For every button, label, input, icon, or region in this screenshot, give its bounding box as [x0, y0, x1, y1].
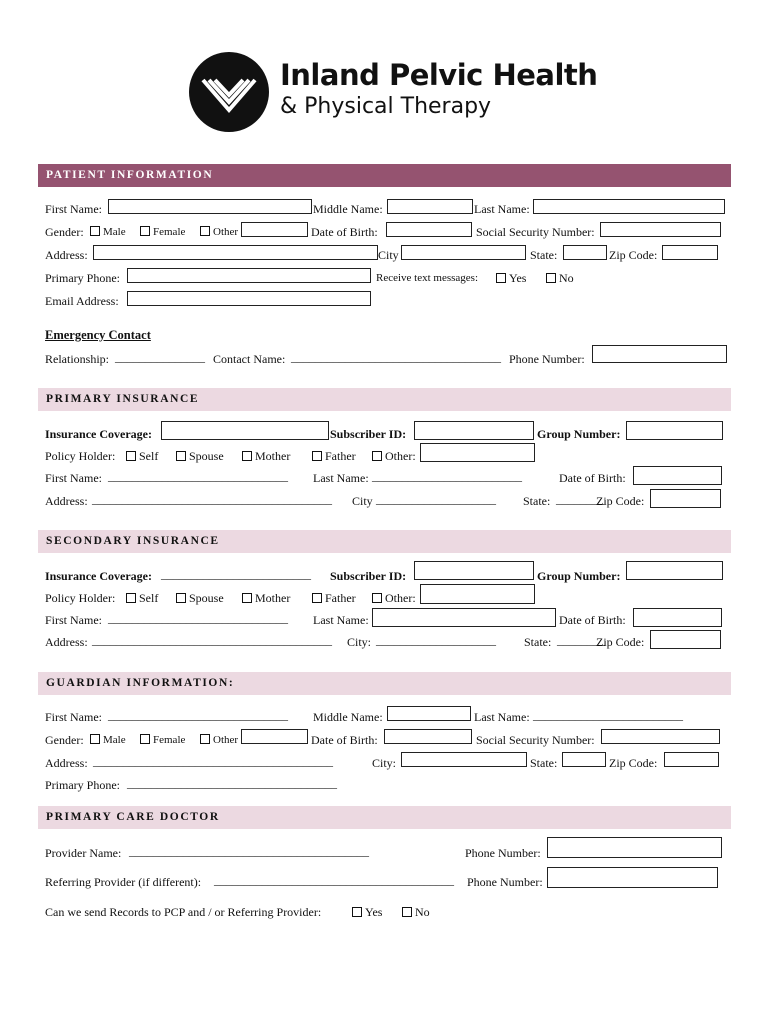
policy-other-option[interactable]: Other:	[372, 449, 416, 464]
section-header-primary-care-doctor: PRIMARY CARE DOCTOR	[38, 806, 731, 829]
gender-other-field[interactable]	[241, 222, 308, 237]
logo-mark	[189, 52, 269, 132]
primary-phone-label: Primary Phone:	[45, 271, 120, 285]
referring-phone-field[interactable]	[547, 867, 718, 888]
first-name-field[interactable]: ______________________________	[108, 708, 288, 722]
dob-label: Date of Birth:	[311, 733, 378, 747]
relationship-field[interactable]: _______________	[115, 350, 205, 364]
city-field[interactable]	[401, 752, 527, 767]
section-header-primary-insurance: PRIMARY INSURANCE	[38, 388, 731, 411]
address-field[interactable]	[93, 245, 378, 260]
group-number-field[interactable]	[626, 421, 723, 440]
insurance-coverage-field[interactable]	[161, 421, 329, 440]
checkbox-icon	[126, 451, 136, 461]
state-field[interactable]	[563, 245, 607, 260]
first-name-label: First Name:	[45, 710, 102, 724]
email-field[interactable]	[127, 291, 371, 306]
first-name-label: First Name:	[45, 471, 102, 485]
first-name-field[interactable]	[108, 199, 312, 214]
zip-field[interactable]	[650, 630, 721, 649]
checkbox-icon	[90, 226, 100, 236]
dob-label: Date of Birth:	[311, 225, 378, 239]
send-records-label: Can we send Records to PCP and / or Referring Provider:	[45, 905, 322, 919]
checkbox-icon	[126, 593, 136, 603]
policy-other-field[interactable]	[420, 584, 535, 604]
checkbox-icon	[140, 734, 150, 744]
phone-number-label: Phone Number:	[467, 875, 543, 889]
address-label: Address:	[45, 248, 88, 262]
primary-phone-field[interactable]: ___________________________________	[127, 776, 337, 790]
primary-phone-field[interactable]	[127, 268, 371, 283]
email-label: Email Address:	[45, 294, 119, 308]
subscriber-id-field[interactable]	[414, 421, 534, 440]
receive-texts-label: Receive text messages:	[376, 272, 479, 284]
chevron-logo-icon	[189, 52, 269, 132]
gender-female-option[interactable]: Female	[140, 734, 185, 746]
ssn-label: Social Security Number:	[476, 733, 595, 747]
ssn-field[interactable]	[601, 729, 720, 744]
section-header-secondary-insurance: SECONDARY INSURANCE	[38, 530, 731, 553]
policy-holder-label: Policy Holder:	[45, 449, 116, 463]
gender-male-option[interactable]: Male	[90, 226, 126, 238]
ssn-field[interactable]	[600, 222, 721, 237]
dob-label: Date of Birth:	[559, 471, 626, 485]
city-field[interactable]: ____________________	[376, 633, 496, 647]
provider-name-label: Provider Name:	[45, 846, 122, 860]
state-label: State:	[524, 635, 552, 649]
policy-other-option[interactable]: Other:	[372, 591, 416, 606]
gender-other-option[interactable]: Other	[200, 226, 238, 238]
checkbox-icon	[200, 226, 210, 236]
middle-name-field[interactable]	[387, 199, 473, 214]
policy-holder-label: Policy Holder:	[45, 591, 116, 605]
checkbox-icon	[140, 226, 150, 236]
first-name-field[interactable]: ______________________________	[108, 469, 288, 483]
gender-label: Gender:	[45, 225, 84, 239]
dob-field[interactable]	[633, 608, 722, 627]
checkbox-icon	[312, 451, 322, 461]
brand-subtitle: & Physical Therapy	[280, 94, 492, 119]
last-name-field[interactable]	[372, 608, 556, 627]
dob-field[interactable]	[384, 729, 472, 744]
section-header-patient: PATIENT INFORMATION	[38, 164, 731, 187]
subscriber-id-label: Subscriber ID:	[330, 569, 407, 583]
last-name-field[interactable]: _________________________	[372, 469, 522, 483]
middle-name-label: Middle Name:	[313, 710, 383, 724]
state-field[interactable]	[562, 752, 606, 767]
last-name-label: Last Name:	[474, 710, 530, 724]
insurance-coverage-field[interactable]: _________________________	[161, 567, 311, 581]
middle-name-field[interactable]	[387, 706, 471, 721]
provider-name-field[interactable]: ________________________________________	[129, 844, 369, 858]
zip-label: Zip Code:	[609, 756, 658, 770]
section-header-guardian: GUARDIAN INFORMATION:	[38, 672, 731, 695]
policy-mother-option[interactable]: Mother	[242, 449, 290, 464]
ssn-label: Social Security Number:	[476, 225, 595, 239]
state-label: State:	[523, 494, 551, 508]
texts-yes-option[interactable]: Yes	[496, 271, 526, 286]
checkbox-icon	[176, 593, 186, 603]
last-name-label: Last Name:	[474, 202, 530, 216]
policy-spouse-option[interactable]: Spouse	[176, 449, 224, 464]
policy-self-option[interactable]: Self	[126, 591, 158, 606]
state-field[interactable]: ________	[557, 633, 605, 647]
gender-label: Gender:	[45, 733, 84, 747]
send-records-yes-option[interactable]: Yes	[352, 905, 382, 920]
checkbox-icon	[402, 907, 412, 917]
phone-number-label: Phone Number:	[509, 352, 585, 366]
city-label: City	[378, 248, 399, 262]
subscriber-id-field[interactable]	[414, 561, 534, 580]
gender-female-option[interactable]: Female	[140, 226, 185, 238]
address-field[interactable]: ________________________________________	[92, 633, 332, 647]
checkbox-icon	[312, 593, 322, 603]
state-label: State:	[530, 756, 558, 770]
address-label: Address:	[45, 756, 88, 770]
last-name-field[interactable]	[533, 199, 725, 214]
state-field[interactable]: ________	[556, 492, 604, 506]
first-name-field[interactable]: ______________________________	[108, 611, 288, 625]
checkbox-icon	[546, 273, 556, 283]
checkbox-icon	[176, 451, 186, 461]
referring-provider-field[interactable]: ________________________________________	[214, 873, 454, 887]
zip-field[interactable]	[662, 245, 718, 260]
zip-label: Zip Code:	[609, 248, 658, 262]
referring-provider-label: Referring Provider (if different):	[45, 875, 202, 889]
phone-number-label: Phone Number:	[465, 846, 541, 860]
dob-field[interactable]	[633, 466, 722, 485]
provider-phone-field[interactable]	[547, 837, 722, 858]
policy-father-option[interactable]: Father	[312, 591, 356, 606]
checkbox-icon	[372, 451, 382, 461]
checkbox-icon	[90, 734, 100, 744]
city-label: City	[352, 494, 373, 508]
contact-name-field[interactable]: ___________________________________	[291, 350, 501, 364]
checkbox-icon	[352, 907, 362, 917]
zip-field[interactable]	[650, 489, 721, 508]
last-name-label: Last Name:	[313, 471, 369, 485]
zip-field[interactable]	[664, 752, 719, 767]
dob-label: Date of Birth:	[559, 613, 626, 627]
brand-name: Inland Pelvic Health	[280, 58, 598, 92]
gender-other-option[interactable]: Other	[200, 734, 238, 746]
zip-label: Zip Code:	[596, 494, 645, 508]
relationship-label: Relationship:	[45, 352, 109, 366]
checkbox-icon	[242, 593, 252, 603]
group-number-label: Group Number:	[537, 569, 621, 583]
insurance-coverage-label: Insurance Coverage:	[45, 569, 152, 583]
group-number-label: Group Number:	[537, 427, 621, 441]
checkbox-icon	[496, 273, 506, 283]
texts-no-option[interactable]: No	[546, 271, 574, 286]
last-name-field[interactable]: _________________________	[533, 708, 683, 722]
checkbox-icon	[242, 451, 252, 461]
subscriber-id-label: Subscriber ID:	[330, 427, 407, 441]
send-records-no-option[interactable]: No	[402, 905, 430, 920]
address-label: Address:	[45, 494, 88, 508]
policy-self-option[interactable]: Self	[126, 449, 158, 464]
last-name-label: Last Name:	[313, 613, 369, 627]
insurance-coverage-label: Insurance Coverage:	[45, 427, 152, 441]
checkbox-icon	[200, 734, 210, 744]
zip-label: Zip Code:	[596, 635, 645, 649]
address-field[interactable]: ________________________________________	[92, 492, 332, 506]
state-label: State:	[530, 248, 558, 262]
emergency-phone-field[interactable]	[592, 345, 727, 363]
city-label: City:	[372, 756, 397, 770]
address-label: Address:	[45, 635, 88, 649]
first-name-label: First Name:	[45, 613, 102, 627]
primary-phone-label: Primary Phone:	[45, 778, 120, 792]
address-field[interactable]: ________________________________________	[93, 754, 333, 768]
checkbox-icon	[372, 593, 382, 603]
group-number-field[interactable]	[626, 561, 723, 580]
city-label: City:	[347, 635, 372, 649]
gender-other-field[interactable]	[241, 729, 308, 744]
middle-name-label: Middle Name:	[313, 202, 383, 216]
city-field[interactable]: ____________________	[376, 492, 496, 506]
emergency-contact-heading: Emergency Contact	[45, 328, 151, 342]
dob-field[interactable]	[386, 222, 472, 237]
policy-mother-option[interactable]: Mother	[242, 591, 290, 606]
policy-father-option[interactable]: Father	[312, 449, 356, 464]
contact-name-label: Contact Name:	[213, 352, 286, 366]
policy-other-field[interactable]	[420, 443, 535, 462]
city-field[interactable]	[401, 245, 526, 260]
gender-male-option[interactable]: Male	[90, 734, 126, 746]
policy-spouse-option[interactable]: Spouse	[176, 591, 224, 606]
first-name-label: First Name:	[45, 202, 102, 216]
